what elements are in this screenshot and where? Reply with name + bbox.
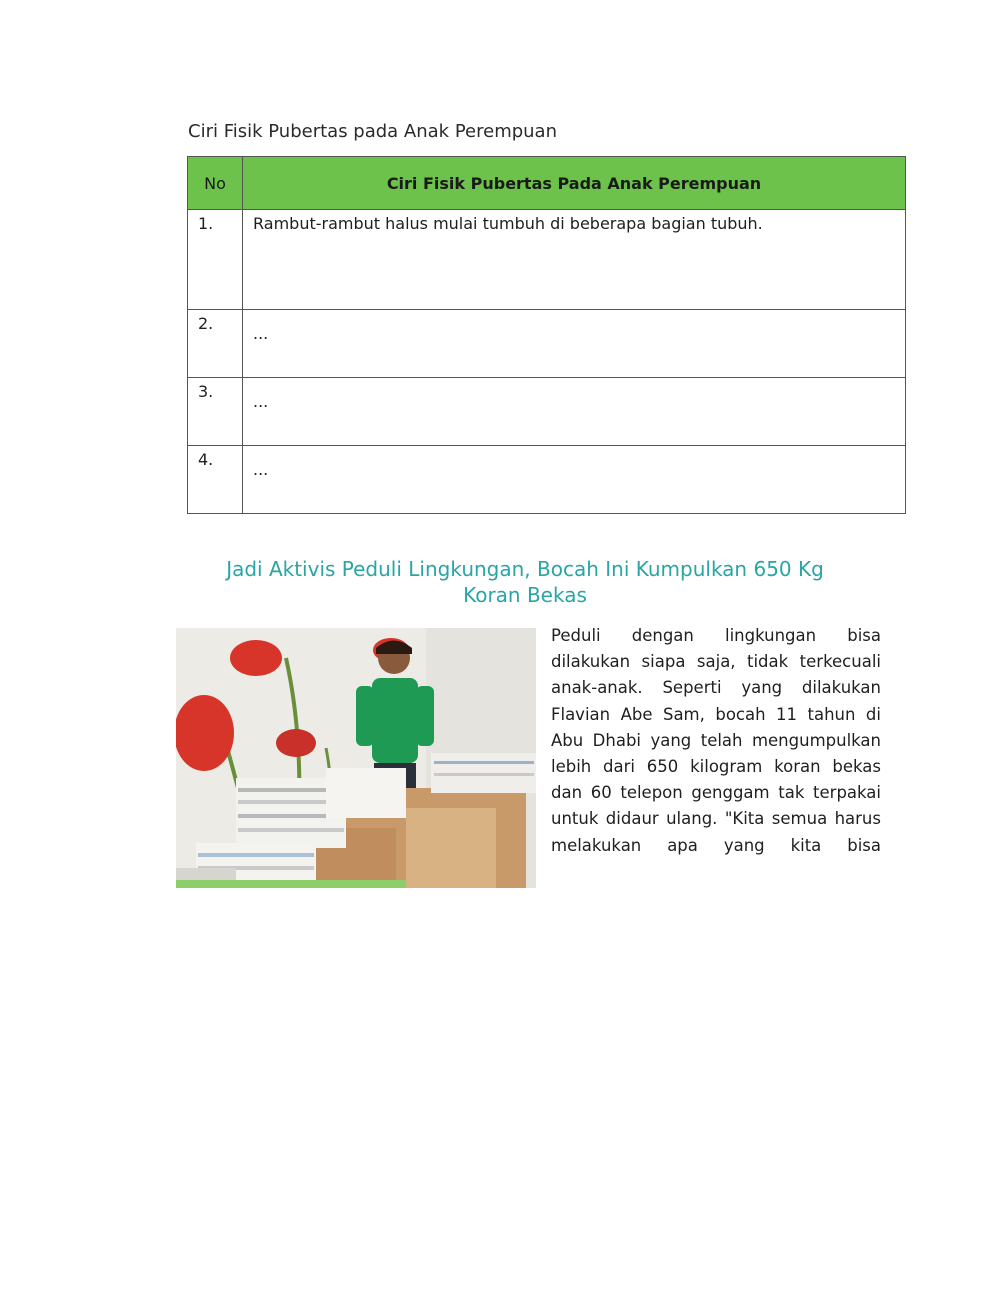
- row-number: 2.: [188, 310, 243, 378]
- row-text: ...: [243, 310, 906, 378]
- header-trait: Ciri Fisik Pubertas Pada Anak Perempuan: [243, 157, 906, 210]
- article-body: Peduli dengan lingkungan bisa dilakukan siapa saja, tidak terkecuali anak-anak. Seperti yang dilakukan Flavian Abe Sam, bocah 11 tahun di Abu Dhabi yang telah mengumpulkan lebih dari 650 kilogram koran bekas dan 60 telepon genggam tak terpakai untuk didaur ulang. "Kita semua harus melakukan apa yang kita bisa: [551, 626, 881, 855]
- row-number: 1.: [188, 210, 243, 310]
- table-row: [188, 446, 906, 514]
- section-title: Ciri Fisik Pubertas pada Anak Perempuan: [188, 121, 557, 142]
- article-photo: [176, 628, 536, 888]
- table-row: [188, 210, 906, 310]
- article-title-line-2: Koran Bekas: [463, 583, 587, 607]
- article-title-line-1: Jadi Aktivis Peduli Lingkungan, Bocah Ini Kumpulkan 650 Kg: [226, 557, 824, 581]
- article-title: [180, 556, 870, 608]
- traits-table: [187, 156, 906, 514]
- row-text: ...: [243, 378, 906, 446]
- boy-with-newspapers-image: [176, 628, 536, 888]
- row-text: Rambut-rambut halus mulai tumbuh di beberapa bagian tubuh.: [243, 210, 906, 310]
- row-number: 4.: [188, 446, 243, 514]
- table-header-row: [188, 157, 906, 210]
- row-number: 3.: [188, 378, 243, 446]
- table-row: [188, 310, 906, 378]
- header-no: No: [188, 157, 243, 210]
- row-text: ...: [243, 446, 906, 514]
- table-row: [188, 378, 906, 446]
